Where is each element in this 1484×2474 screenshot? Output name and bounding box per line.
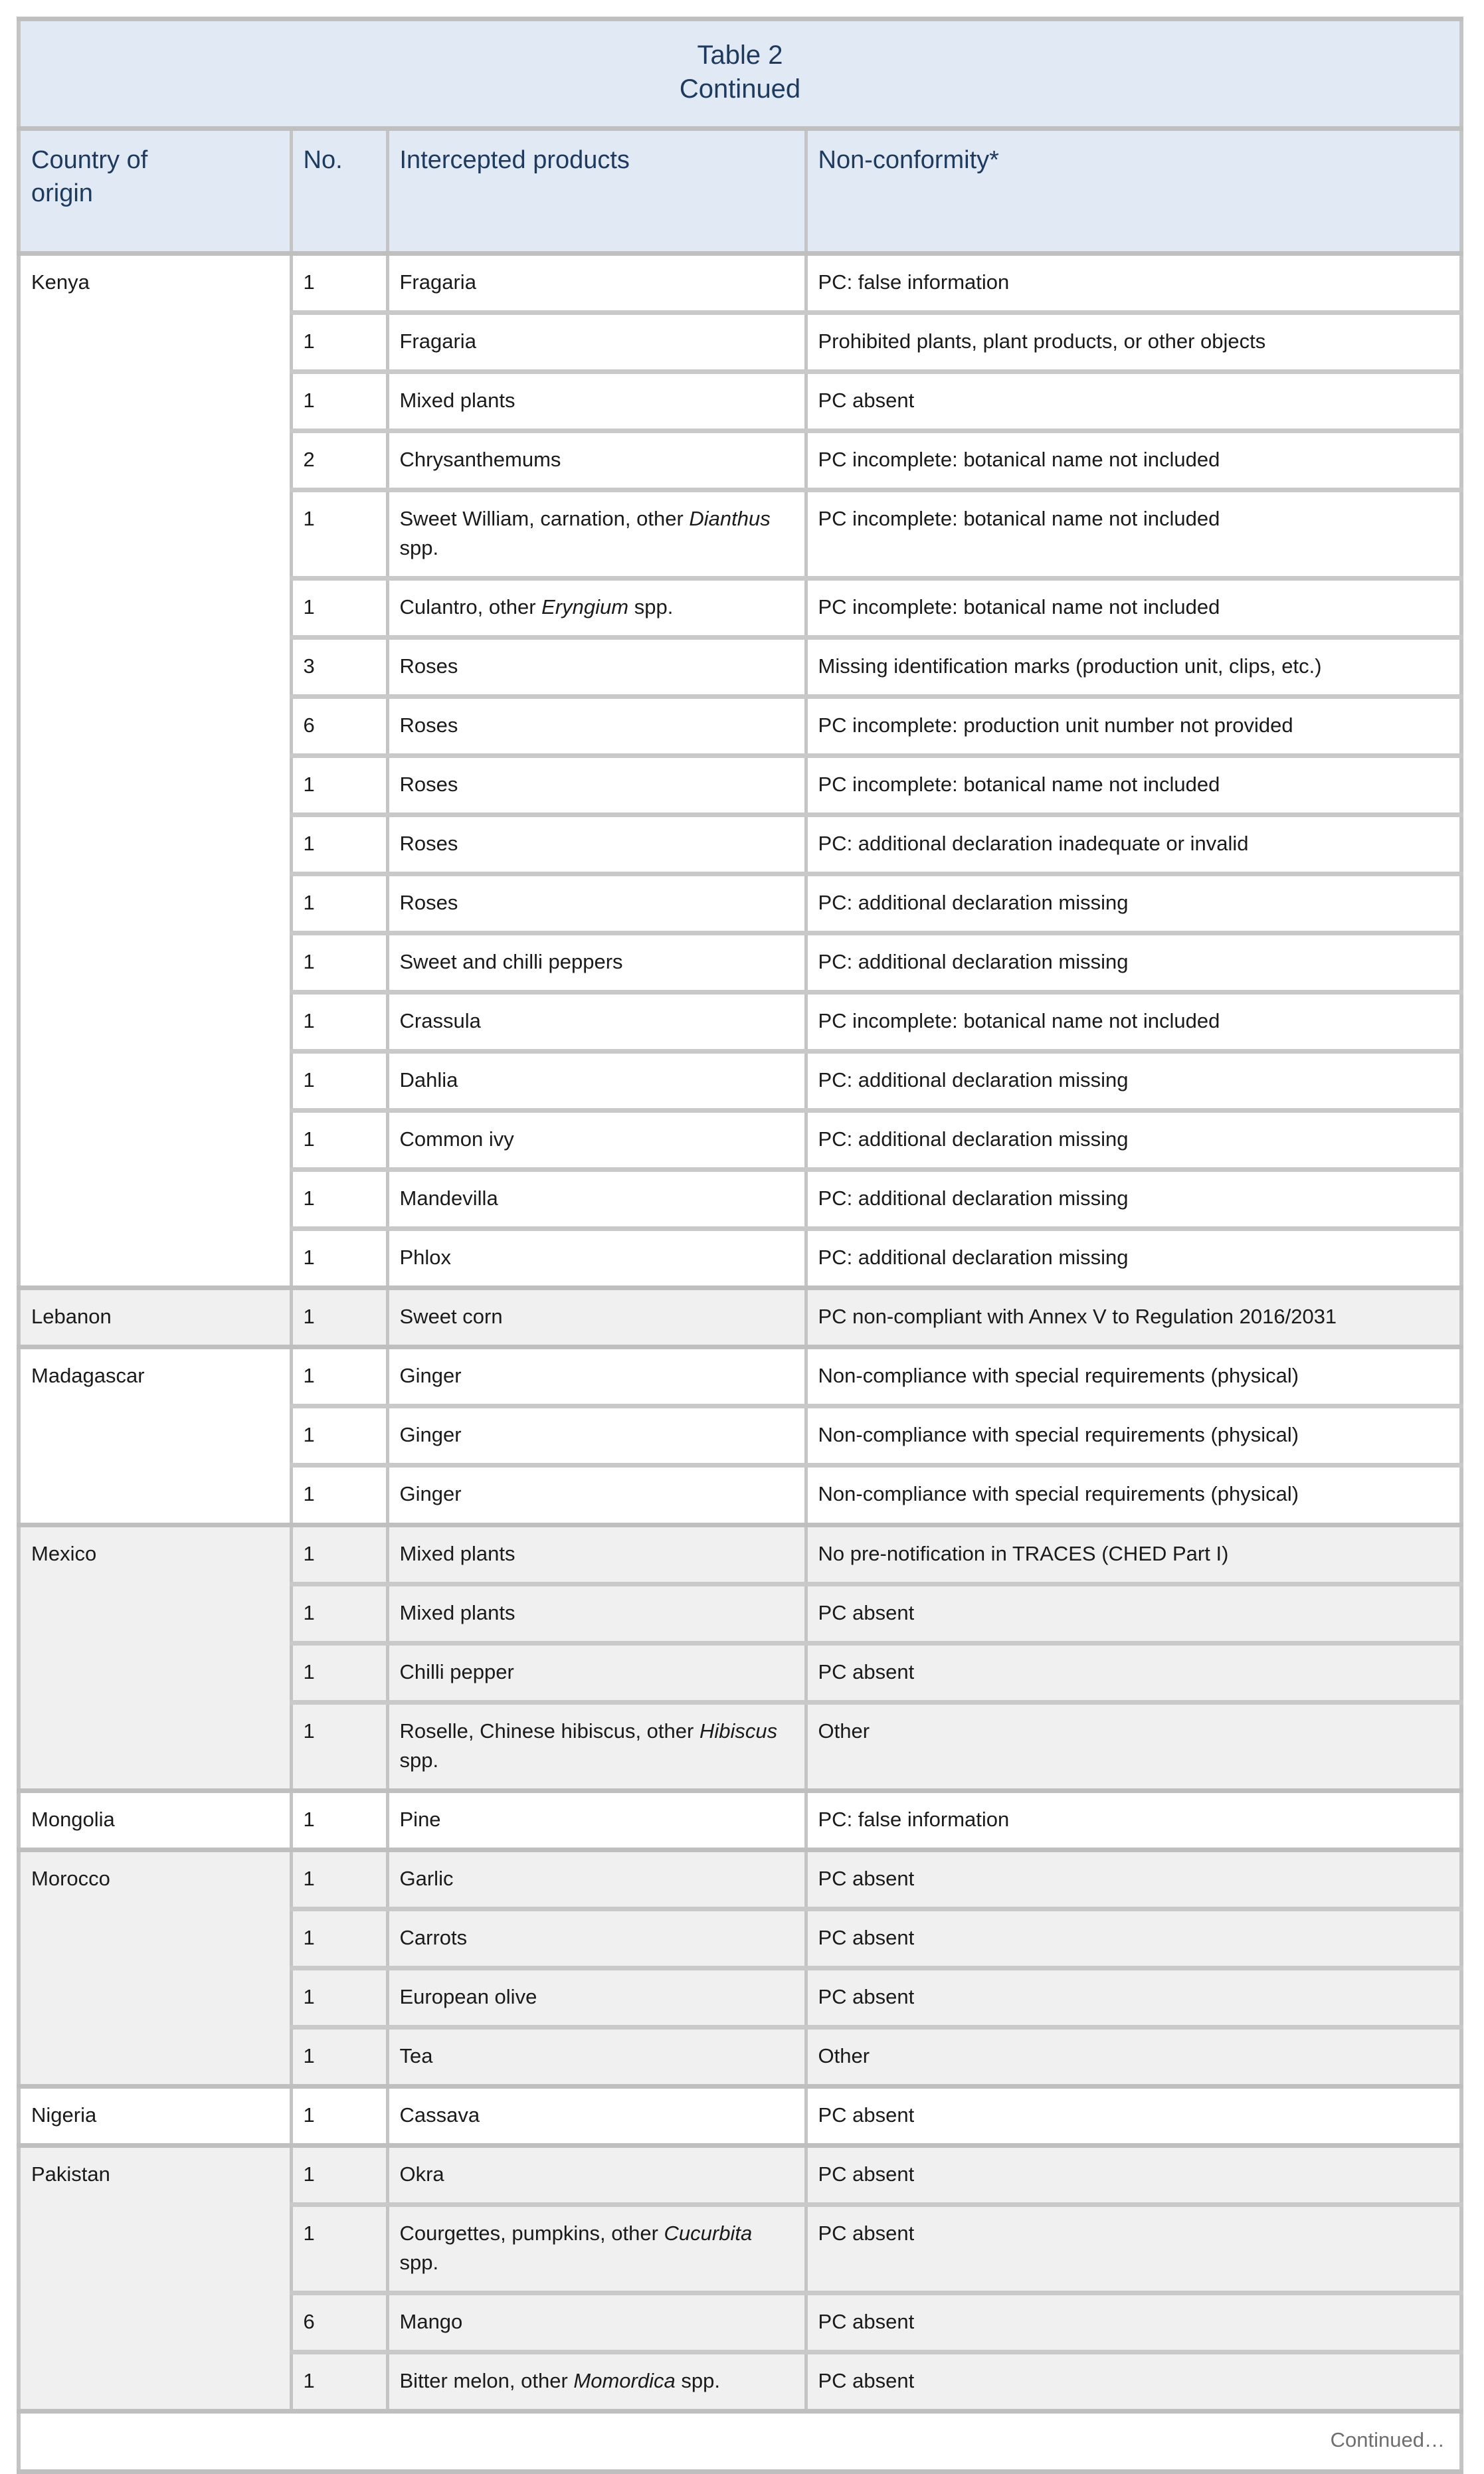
cell-intercepted-product: Roses: [387, 874, 806, 933]
cell-non-conformity: PC non-compliant with Annex V to Regulation 2016/2031: [806, 1288, 1461, 1347]
cell-intercepted-product: European olive: [387, 1968, 806, 2027]
cell-intercepted-product: Sweet corn: [387, 1288, 806, 1347]
cell-number: 1: [291, 1052, 387, 1111]
cell-intercepted-product: Ginger: [387, 1466, 806, 1525]
column-header-nonconformity: Non-conformity*: [806, 129, 1461, 254]
cell-intercepted-product: Mixed plants: [387, 372, 806, 431]
cell-number: 6: [291, 697, 387, 756]
cell-non-conformity: No pre-notification in TRACES (CHED Part I): [806, 1525, 1461, 1584]
table-row: [19, 1288, 1461, 1347]
cell-non-conformity: PC incomplete: botanical name not included: [806, 579, 1461, 638]
table-row: [19, 2145, 1461, 2204]
cell-number: 6: [291, 2293, 387, 2352]
cell-intercepted-product: Roses: [387, 697, 806, 756]
cell-number: 1: [291, 313, 387, 372]
cell-intercepted-product: Mixed plants: [387, 1525, 806, 1584]
cell-number: 1: [291, 1850, 387, 1909]
cell-intercepted-product: Dahlia: [387, 1052, 806, 1111]
cell-non-conformity: PC: additional declaration inadequate or invalid: [806, 815, 1461, 874]
cell-country-of-origin: Morocco: [19, 1850, 291, 2086]
table-column-header-row: [19, 129, 1461, 254]
product-genus-name: Momordica: [573, 2368, 676, 2392]
cell-number: 1: [291, 1170, 387, 1229]
cell-intercepted-product: Tea: [387, 2027, 806, 2086]
product-common-name: Roselle, Chinese hibiscus, other: [399, 1719, 699, 1743]
column-header-country-line2: origin: [31, 179, 93, 207]
product-suffix: spp.: [399, 1748, 439, 1772]
cell-non-conformity: Other: [806, 1702, 1461, 1790]
cell-intercepted-product: Fragaria: [387, 254, 806, 313]
table-row: [19, 254, 1461, 313]
cell-number: 1: [291, 372, 387, 431]
cell-intercepted-product: [387, 2352, 806, 2411]
column-header-country: [19, 129, 291, 254]
cell-number: 1: [291, 1347, 387, 1406]
cell-intercepted-product: Mango: [387, 2293, 806, 2352]
cell-intercepted-product: Roses: [387, 815, 806, 874]
column-header-country-line1: Country of: [31, 146, 148, 175]
cell-intercepted-product: Ginger: [387, 1406, 806, 1466]
product-suffix: spp.: [628, 595, 674, 619]
cell-number: 2: [291, 431, 387, 490]
product-genus-name: Eryngium: [541, 595, 629, 619]
cell-intercepted-product: Mixed plants: [387, 1584, 806, 1643]
cell-non-conformity: PC: additional declaration missing: [806, 1229, 1461, 1288]
cell-number: 1: [291, 1909, 387, 1968]
interceptions-table: [17, 17, 1463, 2474]
cell-number: 1: [291, 1525, 387, 1584]
cell-country-of-origin: Nigeria: [19, 2086, 291, 2145]
cell-non-conformity: Non-compliance with special requirements (physical): [806, 1466, 1461, 1525]
cell-intercepted-product: Carrots: [387, 1909, 806, 1968]
table-row: [19, 1347, 1461, 1406]
cell-number: 1: [291, 815, 387, 874]
cell-number: 1: [291, 1702, 387, 1790]
product-suffix: spp.: [399, 536, 439, 560]
cell-number: 1: [291, 2204, 387, 2293]
cell-non-conformity: PC: additional declaration missing: [806, 1170, 1461, 1229]
product-common-name: Courgettes, pumpkins, other: [399, 2221, 664, 2245]
cell-non-conformity: Other: [806, 2027, 1461, 2086]
product-common-name: Sweet William, carnation, other: [399, 507, 690, 531]
cell-intercepted-product: Mandevilla: [387, 1170, 806, 1229]
cell-number: 1: [291, 579, 387, 638]
cell-intercepted-product: [387, 1702, 806, 1790]
cell-intercepted-product: Garlic: [387, 1850, 806, 1909]
cell-number: 1: [291, 490, 387, 579]
cell-number: 1: [291, 1790, 387, 1850]
cell-non-conformity: PC absent: [806, 1909, 1461, 1968]
cell-non-conformity: PC absent: [806, 2086, 1461, 2145]
cell-country-of-origin: Mexico: [19, 1525, 291, 1790]
cell-non-conformity: PC absent: [806, 1968, 1461, 2027]
product-suffix: spp.: [399, 2250, 439, 2274]
product-suffix: spp.: [675, 2368, 720, 2392]
table-head: [19, 19, 1461, 254]
cell-number: 1: [291, 1584, 387, 1643]
cell-intercepted-product: Phlox: [387, 1229, 806, 1288]
cell-intercepted-product: Ginger: [387, 1347, 806, 1406]
cell-non-conformity: PC absent: [806, 1584, 1461, 1643]
cell-non-conformity: Missing identification marks (production unit, clips, etc.): [806, 638, 1461, 697]
cell-non-conformity: PC: additional declaration missing: [806, 933, 1461, 993]
cell-intercepted-product: Sweet and chilli peppers: [387, 933, 806, 993]
cell-non-conformity: PC absent: [806, 2352, 1461, 2411]
product-genus-name: Cucurbita: [664, 2221, 753, 2245]
cell-number: 1: [291, 1288, 387, 1347]
table-row: [19, 2086, 1461, 2145]
product-common-name: Culantro, other: [399, 595, 542, 619]
cell-intercepted-product: Roses: [387, 638, 806, 697]
cell-number: 1: [291, 874, 387, 933]
table-title: [19, 19, 1461, 129]
cell-number: 1: [291, 2027, 387, 2086]
cell-number: 1: [291, 2145, 387, 2204]
cell-non-conformity: PC incomplete: production unit number not provided: [806, 697, 1461, 756]
cell-number: 1: [291, 1406, 387, 1466]
cell-non-conformity: PC absent: [806, 1643, 1461, 1702]
continued-note: Continued…: [19, 2411, 1461, 2471]
cell-non-conformity: PC: additional declaration missing: [806, 874, 1461, 933]
cell-non-conformity: PC incomplete: botanical name not included: [806, 993, 1461, 1052]
cell-number: 1: [291, 933, 387, 993]
cell-number: 3: [291, 638, 387, 697]
cell-number: 1: [291, 2086, 387, 2145]
cell-intercepted-product: Okra: [387, 2145, 806, 2204]
cell-intercepted-product: Chrysanthemums: [387, 431, 806, 490]
cell-non-conformity: PC incomplete: botanical name not included: [806, 431, 1461, 490]
cell-intercepted-product: Crassula: [387, 993, 806, 1052]
product-genus-name: Dianthus: [689, 507, 771, 531]
cell-intercepted-product: Roses: [387, 756, 806, 815]
cell-non-conformity: PC absent: [806, 1850, 1461, 1909]
cell-non-conformity: PC: false information: [806, 1790, 1461, 1850]
cell-intercepted-product: [387, 490, 806, 579]
cell-non-conformity: PC: additional declaration missing: [806, 1111, 1461, 1170]
cell-number: 1: [291, 1643, 387, 1702]
table-title-line1: Table 2: [697, 41, 783, 70]
cell-non-conformity: PC absent: [806, 2204, 1461, 2293]
cell-non-conformity: Non-compliance with special requirements (physical): [806, 1406, 1461, 1466]
cell-number: 1: [291, 2352, 387, 2411]
cell-non-conformity: Prohibited plants, plant products, or other objects: [806, 313, 1461, 372]
cell-non-conformity: PC absent: [806, 372, 1461, 431]
cell-intercepted-product: Chilli pepper: [387, 1643, 806, 1702]
cell-number: 1: [291, 1466, 387, 1525]
cell-number: 1: [291, 756, 387, 815]
cell-number: 1: [291, 254, 387, 313]
table-title-row: [19, 19, 1461, 129]
cell-number: 1: [291, 1968, 387, 2027]
cell-non-conformity: PC: additional declaration missing: [806, 1052, 1461, 1111]
cell-non-conformity: PC absent: [806, 2293, 1461, 2352]
cell-intercepted-product: Fragaria: [387, 313, 806, 372]
table-title-line2: Continued: [679, 74, 801, 104]
product-genus-name: Hibiscus: [699, 1719, 778, 1743]
cell-country-of-origin: Lebanon: [19, 1288, 291, 1347]
cell-intercepted-product: [387, 2204, 806, 2293]
cell-intercepted-product: Cassava: [387, 2086, 806, 2145]
cell-non-conformity: Non-compliance with special requirements (physical): [806, 1347, 1461, 1406]
cell-country-of-origin: Kenya: [19, 254, 291, 1288]
cell-number: 1: [291, 1229, 387, 1288]
cell-country-of-origin: Mongolia: [19, 1790, 291, 1850]
table-row: [19, 1850, 1461, 1909]
cell-non-conformity: PC incomplete: botanical name not included: [806, 490, 1461, 579]
cell-intercepted-product: Common ivy: [387, 1111, 806, 1170]
cell-non-conformity: PC absent: [806, 2145, 1461, 2204]
cell-country-of-origin: Pakistan: [19, 2145, 291, 2411]
cell-number: 1: [291, 1111, 387, 1170]
column-header-no: No.: [291, 129, 387, 254]
cell-country-of-origin: Madagascar: [19, 1347, 291, 1525]
column-header-products: Intercepted products: [387, 129, 806, 254]
product-common-name: Bitter melon, other: [399, 2368, 574, 2392]
table-row: [19, 1790, 1461, 1850]
cell-intercepted-product: Pine: [387, 1790, 806, 1850]
cell-intercepted-product: [387, 579, 806, 638]
table-row: [19, 1525, 1461, 1584]
cell-non-conformity: PC: false information: [806, 254, 1461, 313]
table-body: [19, 254, 1461, 2412]
cell-non-conformity: PC incomplete: botanical name not included: [806, 756, 1461, 815]
cell-number: 1: [291, 993, 387, 1052]
